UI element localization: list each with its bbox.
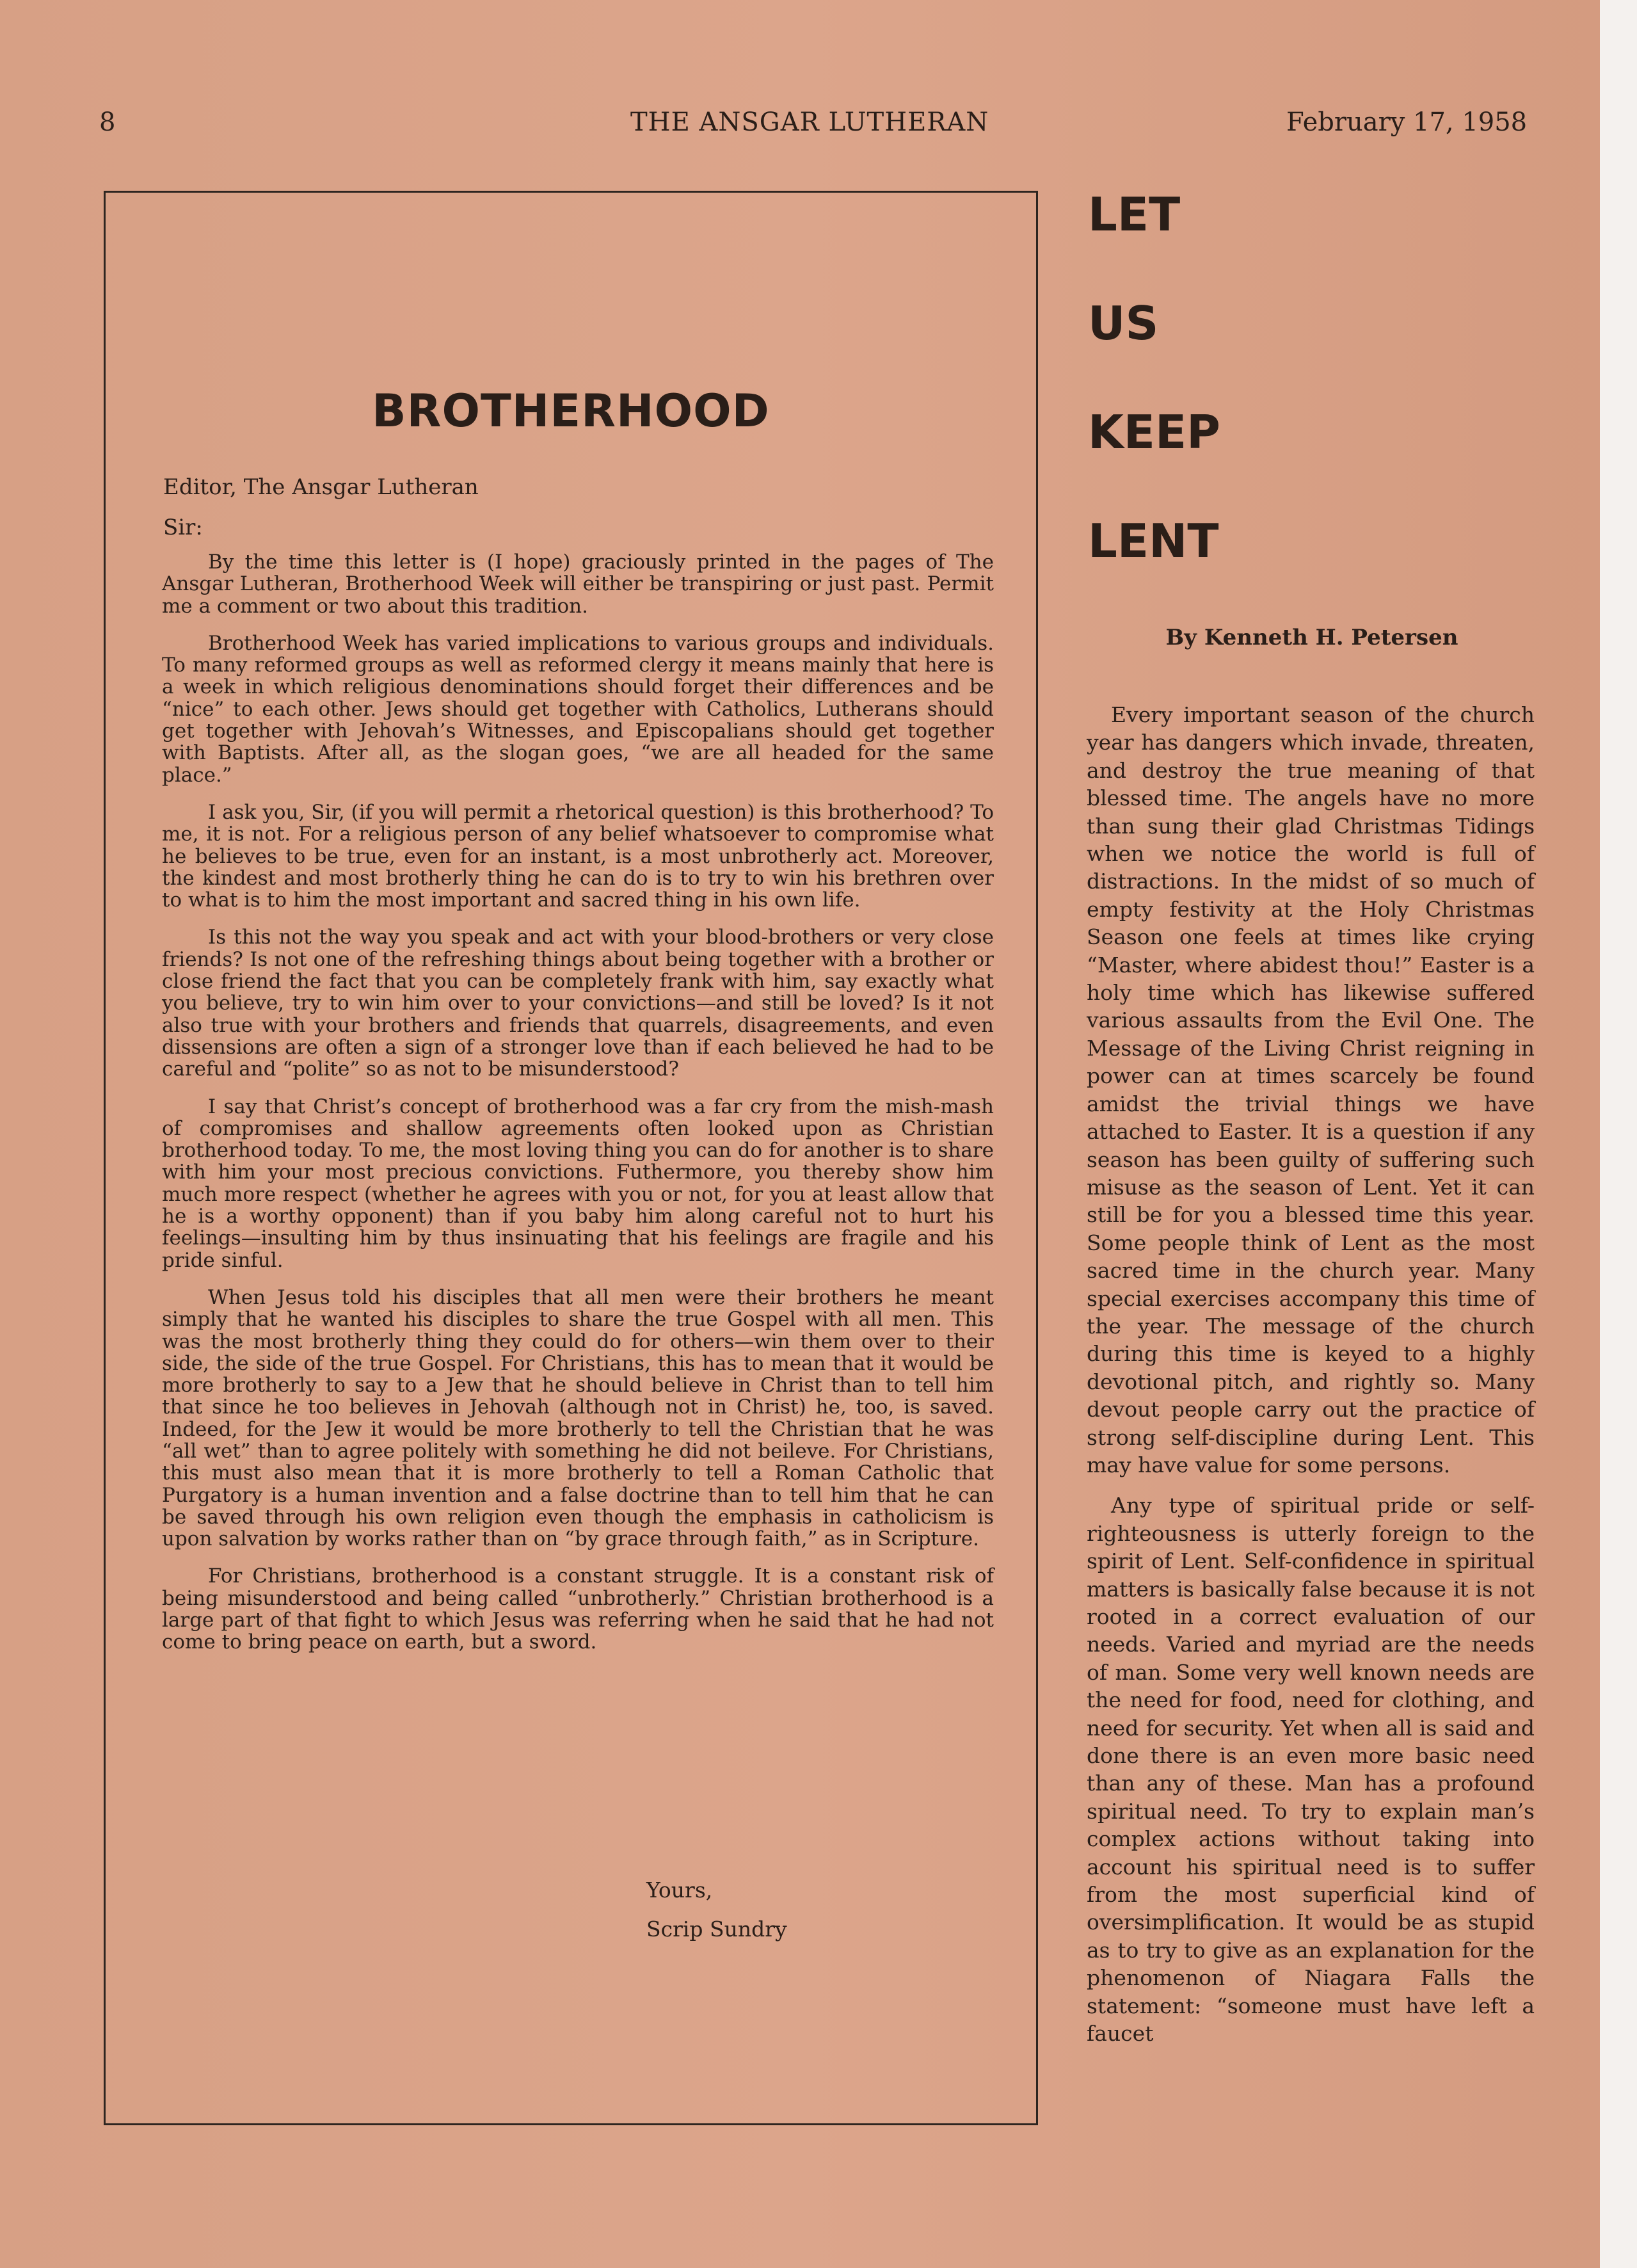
letter-salutation: Sir: [163,515,203,540]
lent-title-word: KEEP [1088,405,1220,459]
letter-closing: Yours, [646,1878,713,1902]
letter-signature: Scrip Sundry [646,1917,787,1942]
lent-paragraph: Any type of spiritual pride or self-righteousness is utterly foreign to the spirit of Lent. Self-confidence in spiritual matters is basically false because it is not rooted in a correct evaluation of our needs. Varied and myriad are the needs of man. Some very well known needs are the need for food, need for clothing, and need for security. Yet when all is said and done there is an even more basic need than any of these. Man has a profound spiritual need. To try to explain man’s complex actions without taking into account his spiritual need is to suffer from the most superficial kind of oversimplification. It would be as stupid as to try to give as an explanation for the phenomenon of Niagara Falls the statement: “someone must have left a faucet [1087,1493,1535,2047]
letter-paragraph: When Jesus told his disciples that all men were their brothers he meant simply that he wanted his disciples to share the true Gospel with all men. This was the most brotherly thing they could do for others—win them over to their side, the side of the true Gospel. For Christians, this has to mean that it would be more brotherly to say to a Jew that he should believe in Christ than to tell him that since he too believes in Jehovah (although not in Christ) he, too, is saved. Indeed, for the Jew it would be more brotherly to tell the Christian that he was “all wet” than to agree politely with something he did not beileve. For Christians, this must also mean that it is more brotherly to tell a Roman Catholic that Purgatory is a human invention and a false doctrine than to tell him that he can be saved through his own religion even though the emphasis in catholicism is upon salvation by works rather than on “by grace through faith,” as in Scripture. [162,1285,994,1551]
publication-title: THE ANSGAR LUTHERAN [630,108,989,137]
letter-paragraph: I say that Christ’s concept of brotherhood was a far cry from the mish-mash of compromises and shallow agreements often looked upon as Christian brotherhood today. To me, the most loving thing you can do for another is to share with him your most precious convictions. Futhermore, you thereby show him much more respect (whether he agrees with you or not, for you at least allow that he is a worthy opponent) than if you baby him along careful not to hurt his feelings—insulting him by thus insinuating that his feelings are fragile and his pride sinful. [162,1095,994,1272]
lent-title-word: LENT [1088,514,1219,568]
letter-paragraph: Brotherhood Week has varied implications to various groups and individuals. To many reformed groups as well as reformed clergy it means mainly that here is a week in which religious denominations should forget their differences and be “nice” to each other. Jews should get together with Catholics, Lutherans should get together with Jehovah’s Witnesses, and Episcopalians should get together with Baptists. After all, as the slogan goes, “we are all headed for the same place.” [162,631,994,787]
issue-date: February 17, 1958 [1286,108,1528,137]
lent-byline: By Kenneth H. Petersen [1165,625,1458,650]
letter-box [104,191,1038,2125]
letter-paragraph: For Christians, brotherhood is a constant struggle. It is a constant risk of being misunderstood and being called “unbrotherly.” Christian brotherhood is a large part of that fight to which Jesus was referring when he said that he had not come to bring peace on earth, but a sword. [162,1564,994,1654]
letter-body [162,551,994,1669]
lent-paragraph: Every important season of the church year has dangers which invade, threaten, and destroy the true meaning of that blessed time. The angels have no more than sung their glad Christmas Tidings when we notice the world is full of distractions. In the midst of so much of empty festivity at the Holy Christmas Season one feels at times like crying “Master, where abidest thou!” Easter is a holy time which has likewise suffered various assaults from the Evil One. The Message of the Living Christ reigning in power can at times scarcely be found amidst the trivial things we have attached to Easter. It is a question if any season has been guilty of suffering such misuse as the season of Lent. Yet it can still be for you a blessed time this year. Some people think of Lent as the most sacred time in the church year. Many special exercises accompany this time of the year. The message of the church during this time is keyed to a highly devotional pitch, and rightly so. Many devout people carry out the practice of strong self-discipline during Lent. This may have value for some persons. [1087,702,1535,1477]
lent-body [1087,701,1535,2048]
letter-paragraph: Is this not the way you speak and act with your blood-brothers or very close friends? Is not one of the refreshing things about being together with a brother or close friend the fact that you can be completely frank with him, say exactly what you believe, try to win him over to your convictions—and still be loved? Is it not also true with your brothers and friends that quarrels, disagreements, and even dissensions are often a sign of a stronger love than if each believed he had to be careful and “polite” so as not to be misunderstood? [162,926,994,1081]
lent-title-word: US [1088,296,1159,350]
letter-addressee: Editor, The Ansgar Lutheran [163,474,479,500]
letter-paragraph: I ask you, Sir, (if you will permit a rhetorical question) is this brotherhood? To me, it is not. For a religious person of any belief whatsoever to compromise what he believes to be true, even for an instant, is a most unbrotherly act. Moreover, the kindest and most brotherly thing he can do is to try to win his brethren over to what is to him the most important and sacred thing in his own life. [162,800,994,912]
lent-title-word: LET [1088,188,1181,241]
page-edge [1600,0,1637,2268]
letter-paragraph: By the time this letter is (I hope) graciously printed in the pages of The Ansgar Lutheran, Brotherhood Week will either be transpiring or just past. Permit me a comment or two about this tradition. [162,551,994,618]
letter-title: BROTHERHOOD [372,385,770,437]
page-number: 8 [99,108,116,137]
